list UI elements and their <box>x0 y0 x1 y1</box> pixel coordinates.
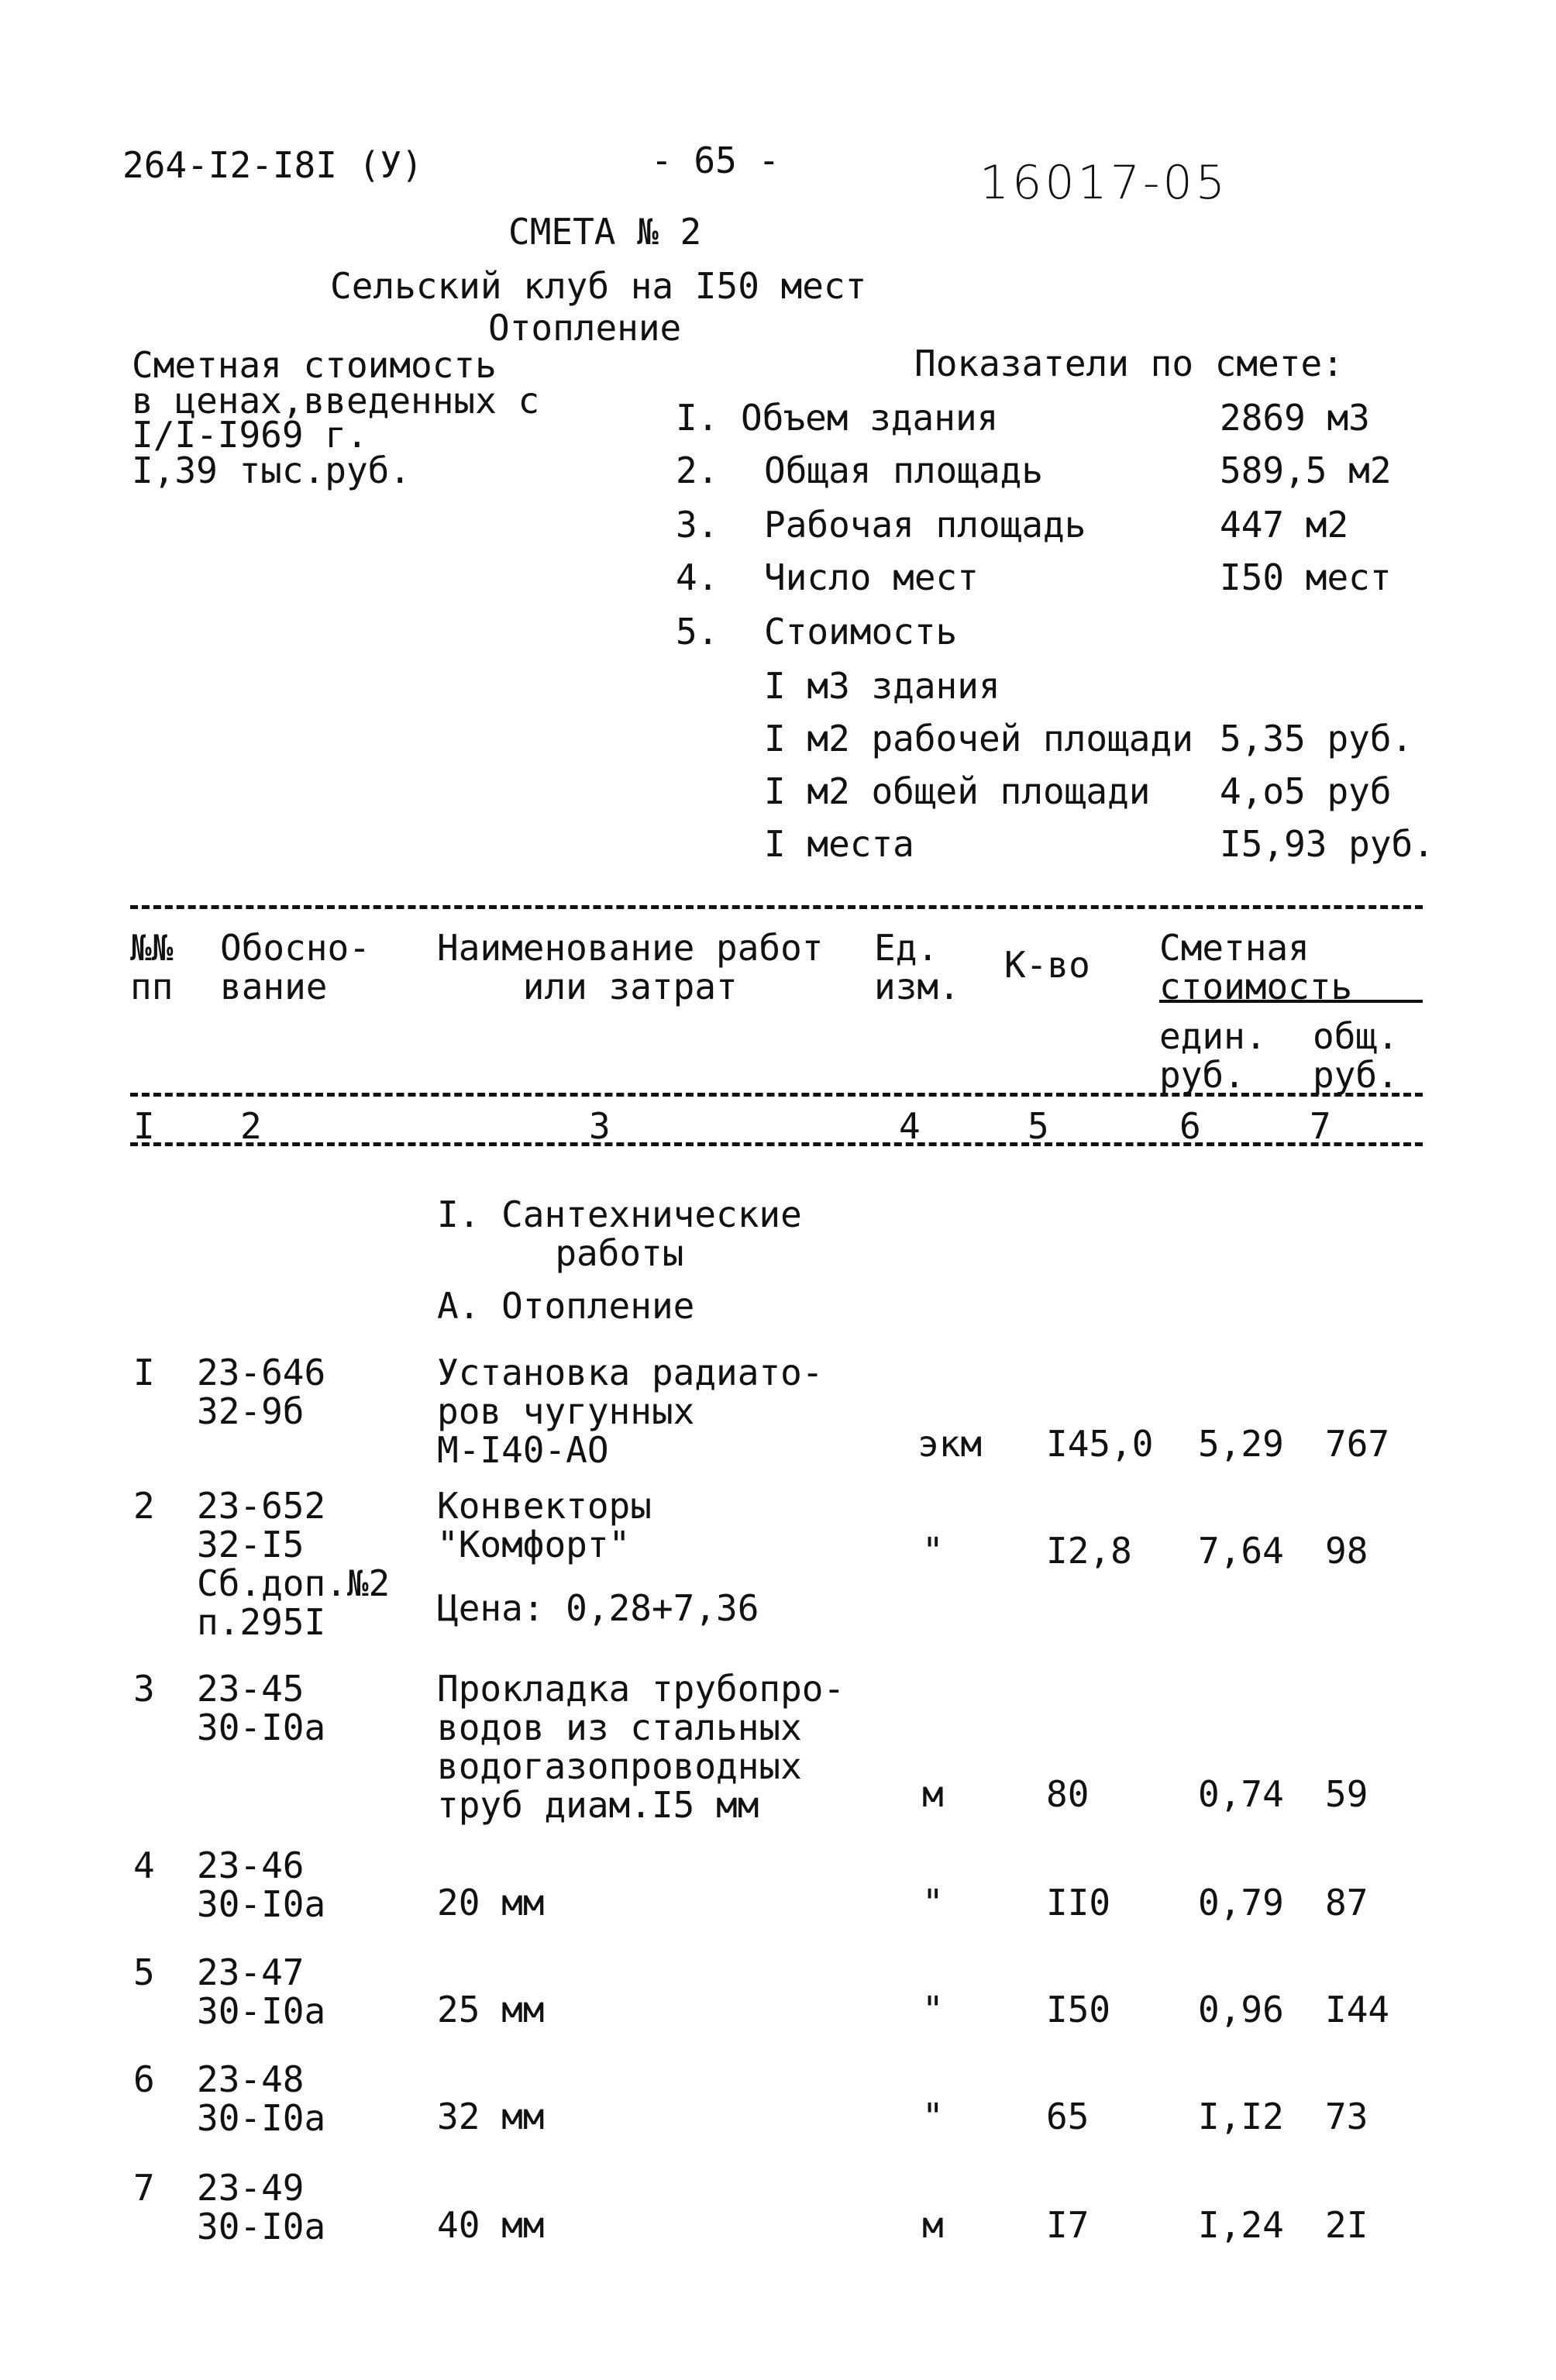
row-unit: " <box>922 2096 944 2137</box>
row-quantity: I7 <box>1046 2204 1090 2246</box>
header-col-number: №№ пп <box>130 927 174 1007</box>
row-price-note: Цена: 0,28+7,36 <box>437 1587 759 1629</box>
indicator-label: Объем здания <box>741 397 999 439</box>
row-number: 6 <box>133 2058 155 2100</box>
indicator-sub-label: I м2 общей площади <box>764 770 1151 812</box>
cost-underline <box>1159 1000 1423 1003</box>
estimate-title: СМЕТА № 2 <box>508 211 702 253</box>
page-number: - 65 - <box>651 139 780 181</box>
row-name: Прокладка трубопро- водов из стальных водогазопроводных труб диам.I5 мм <box>437 1668 845 1826</box>
row-unit: " <box>922 1882 944 1924</box>
row-number: 3 <box>133 1668 155 1710</box>
row-unit: м <box>922 1773 944 1815</box>
row-basis: 23-45 30-I0а <box>197 1668 326 1748</box>
indicator-label: Общая площадь <box>764 449 1044 491</box>
header-col-name: Наименование работ или затрат <box>437 927 824 1007</box>
column-number: 3 <box>589 1105 611 1147</box>
row-name: 32 мм <box>437 2096 545 2137</box>
indicator-label: Число мест <box>764 556 979 598</box>
row-basis: 23-46 30-I0а <box>197 1844 326 1925</box>
row-unit-price: 7,64 <box>1198 1530 1284 1572</box>
row-unit: " <box>922 1989 944 2030</box>
row-name: 20 мм <box>437 1882 545 1924</box>
row-name: 25 мм <box>437 1989 545 2030</box>
row-quantity: I50 <box>1046 1989 1111 2030</box>
indicator-value: 589,5 м2 <box>1220 449 1392 491</box>
row-basis: 23-49 30-I0а <box>197 2167 326 2247</box>
estimate-cost-label: Сметная стоимость <box>132 344 497 386</box>
row-unit: м <box>922 2204 944 2246</box>
indicator-sub-value: 5,35 руб. <box>1220 718 1413 759</box>
header-col-basis: Обосно- вание <box>220 927 370 1007</box>
header-col-quantity: К-во <box>1004 944 1090 986</box>
row-unit-price: 0,79 <box>1198 1882 1284 1924</box>
subsection-title: А. Отопление <box>437 1285 695 1327</box>
dashed-rule <box>130 905 1423 909</box>
row-quantity: I45,0 <box>1046 1423 1154 1465</box>
row-total: 87 <box>1325 1882 1368 1924</box>
row-unit-price: 5,29 <box>1198 1423 1284 1465</box>
object-name: Сельский клуб на I50 мест <box>330 265 867 307</box>
row-basis: 23-47 30-I0а <box>197 1951 326 2032</box>
row-basis: 23-48 30-I0а <box>197 2058 326 2139</box>
indicator-sub-label: I м2 рабочей площади <box>764 718 1193 759</box>
indicator-sub-value: I5,93 руб. <box>1220 823 1434 865</box>
row-unit-price: 0,74 <box>1198 1773 1284 1815</box>
indicator-num: I. <box>676 397 719 439</box>
row-number: 5 <box>133 1951 155 1993</box>
row-name: Установка радиато- ров чугунных М-I40-АО <box>437 1352 824 1471</box>
indicator-value: I50 мест <box>1220 556 1392 598</box>
row-quantity: 80 <box>1046 1773 1090 1815</box>
row-total: 73 <box>1325 2096 1368 2137</box>
indicator-num: 5. <box>676 611 719 653</box>
estimate-cost-line2: в ценах,введенных с <box>132 380 540 422</box>
indicator-value: 2869 м3 <box>1220 397 1370 439</box>
estimate-cost-line3: I/I-I969 г. <box>132 414 368 456</box>
row-name: Конвекторы "Комфорт" <box>437 1485 652 1565</box>
row-basis: 23-652 32-I5 Сб.доп.№2 п.295I <box>197 1485 391 1643</box>
header-col-cost: Сметная стоимость <box>1159 927 1353 1007</box>
row-total: 98 <box>1325 1530 1368 1572</box>
row-quantity: I2,8 <box>1046 1530 1132 1572</box>
row-unit: " <box>922 1530 944 1572</box>
row-quantity: II0 <box>1046 1882 1111 1924</box>
section-name: Отопление <box>488 307 682 349</box>
row-unit-price: I,I2 <box>1198 2096 1284 2137</box>
row-total: 2I <box>1325 2204 1368 2246</box>
row-total: 767 <box>1325 1423 1390 1465</box>
column-number: 2 <box>240 1105 262 1147</box>
indicator-value: 447 м2 <box>1220 504 1349 546</box>
indicator-label: Рабочая площадь <box>764 504 1086 546</box>
row-total: I44 <box>1325 1989 1390 2030</box>
dashed-rule <box>130 1142 1423 1146</box>
column-number: 5 <box>1028 1105 1049 1147</box>
document-code: 264-I2-I8I (У) <box>122 144 423 186</box>
section-title: I. Сантехнические работы <box>437 1193 802 1274</box>
header-col-unit-price: един. руб. <box>1159 1015 1267 1096</box>
row-unit-price: I,24 <box>1198 2204 1284 2246</box>
indicator-sub-value: 4,о5 руб <box>1220 770 1392 812</box>
dashed-rule <box>130 1093 1423 1097</box>
indicator-sub-label: I места <box>764 823 914 865</box>
header-col-total: общ. руб. <box>1313 1015 1399 1096</box>
row-number: 4 <box>133 1844 155 1886</box>
indicator-sub-label: I м3 здания <box>764 665 1000 707</box>
row-unit-price: 0,96 <box>1198 1989 1284 2030</box>
column-number: 4 <box>899 1105 921 1147</box>
row-number: 2 <box>133 1485 155 1527</box>
handwritten-number: 16017-05 <box>979 156 1228 210</box>
row-quantity: 65 <box>1046 2096 1090 2137</box>
indicator-num: 2. <box>676 449 719 491</box>
column-number: 6 <box>1179 1105 1201 1147</box>
row-name: 40 мм <box>437 2204 545 2246</box>
indicator-num: 3. <box>676 504 719 546</box>
row-total: 59 <box>1325 1773 1368 1815</box>
row-unit: экм <box>917 1423 983 1465</box>
header-col-unit: Ед. изм. <box>874 927 960 1007</box>
row-basis: 23-646 32-9б <box>197 1352 326 1432</box>
estimate-cost-value: I,39 тыс.руб. <box>132 449 411 491</box>
indicator-label: Стоимость <box>764 611 958 653</box>
row-number: 7 <box>133 2167 155 2209</box>
column-number: 7 <box>1310 1105 1331 1147</box>
indicator-num: 4. <box>676 556 719 598</box>
column-number: I <box>133 1105 155 1147</box>
row-number: I <box>133 1352 155 1393</box>
indicators-heading: Показатели по смете: <box>914 343 1344 384</box>
